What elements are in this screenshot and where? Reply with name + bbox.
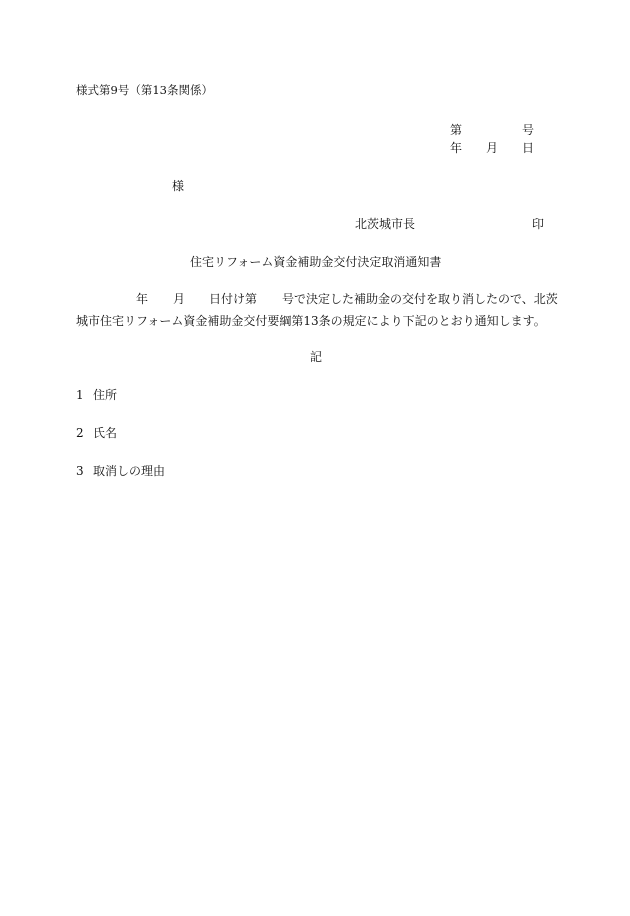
date-day-label: 日 [522, 141, 535, 155]
list-item-label: 住所 [93, 388, 118, 402]
addressee-honorific: 様 [172, 179, 185, 193]
list-item-number: 3 [76, 464, 84, 478]
list-item-name [76, 427, 117, 439]
document-number-label: 第 [450, 123, 463, 137]
list-item-label: 取消しの理由 [93, 464, 166, 478]
seal-mark: 印 [532, 217, 545, 231]
body-year-label: 年 [136, 292, 149, 306]
list-item-cancellation-reason [76, 465, 165, 477]
date-month-label: 月 [486, 141, 499, 155]
list-item-number: 1 [76, 388, 84, 402]
body-day-reference: 日付け第 [209, 292, 258, 306]
document-title: 住宅リフォーム資金補助金交付決定取消通知書 [190, 255, 442, 269]
body-month-label: 月 [173, 292, 186, 306]
document-number-suffix: 号 [522, 123, 535, 137]
issuer-title: 北茨城市長 [355, 217, 416, 231]
body-line-1-text: 号で決定した補助金の交付を取り消したので、北茨 [282, 292, 558, 306]
record-heading: 記 [310, 350, 323, 364]
body-paragraph-line-2: 城市住宅リフォーム資金補助金交付要綱第13条の規定により下記のとおり通知します。 [76, 314, 546, 328]
list-item-address [76, 389, 117, 401]
list-item-label: 氏名 [93, 426, 118, 440]
date-year-label: 年 [450, 141, 463, 155]
list-item-number: 2 [76, 426, 84, 440]
form-number: 様式第9号（第13条関係） [76, 83, 213, 97]
